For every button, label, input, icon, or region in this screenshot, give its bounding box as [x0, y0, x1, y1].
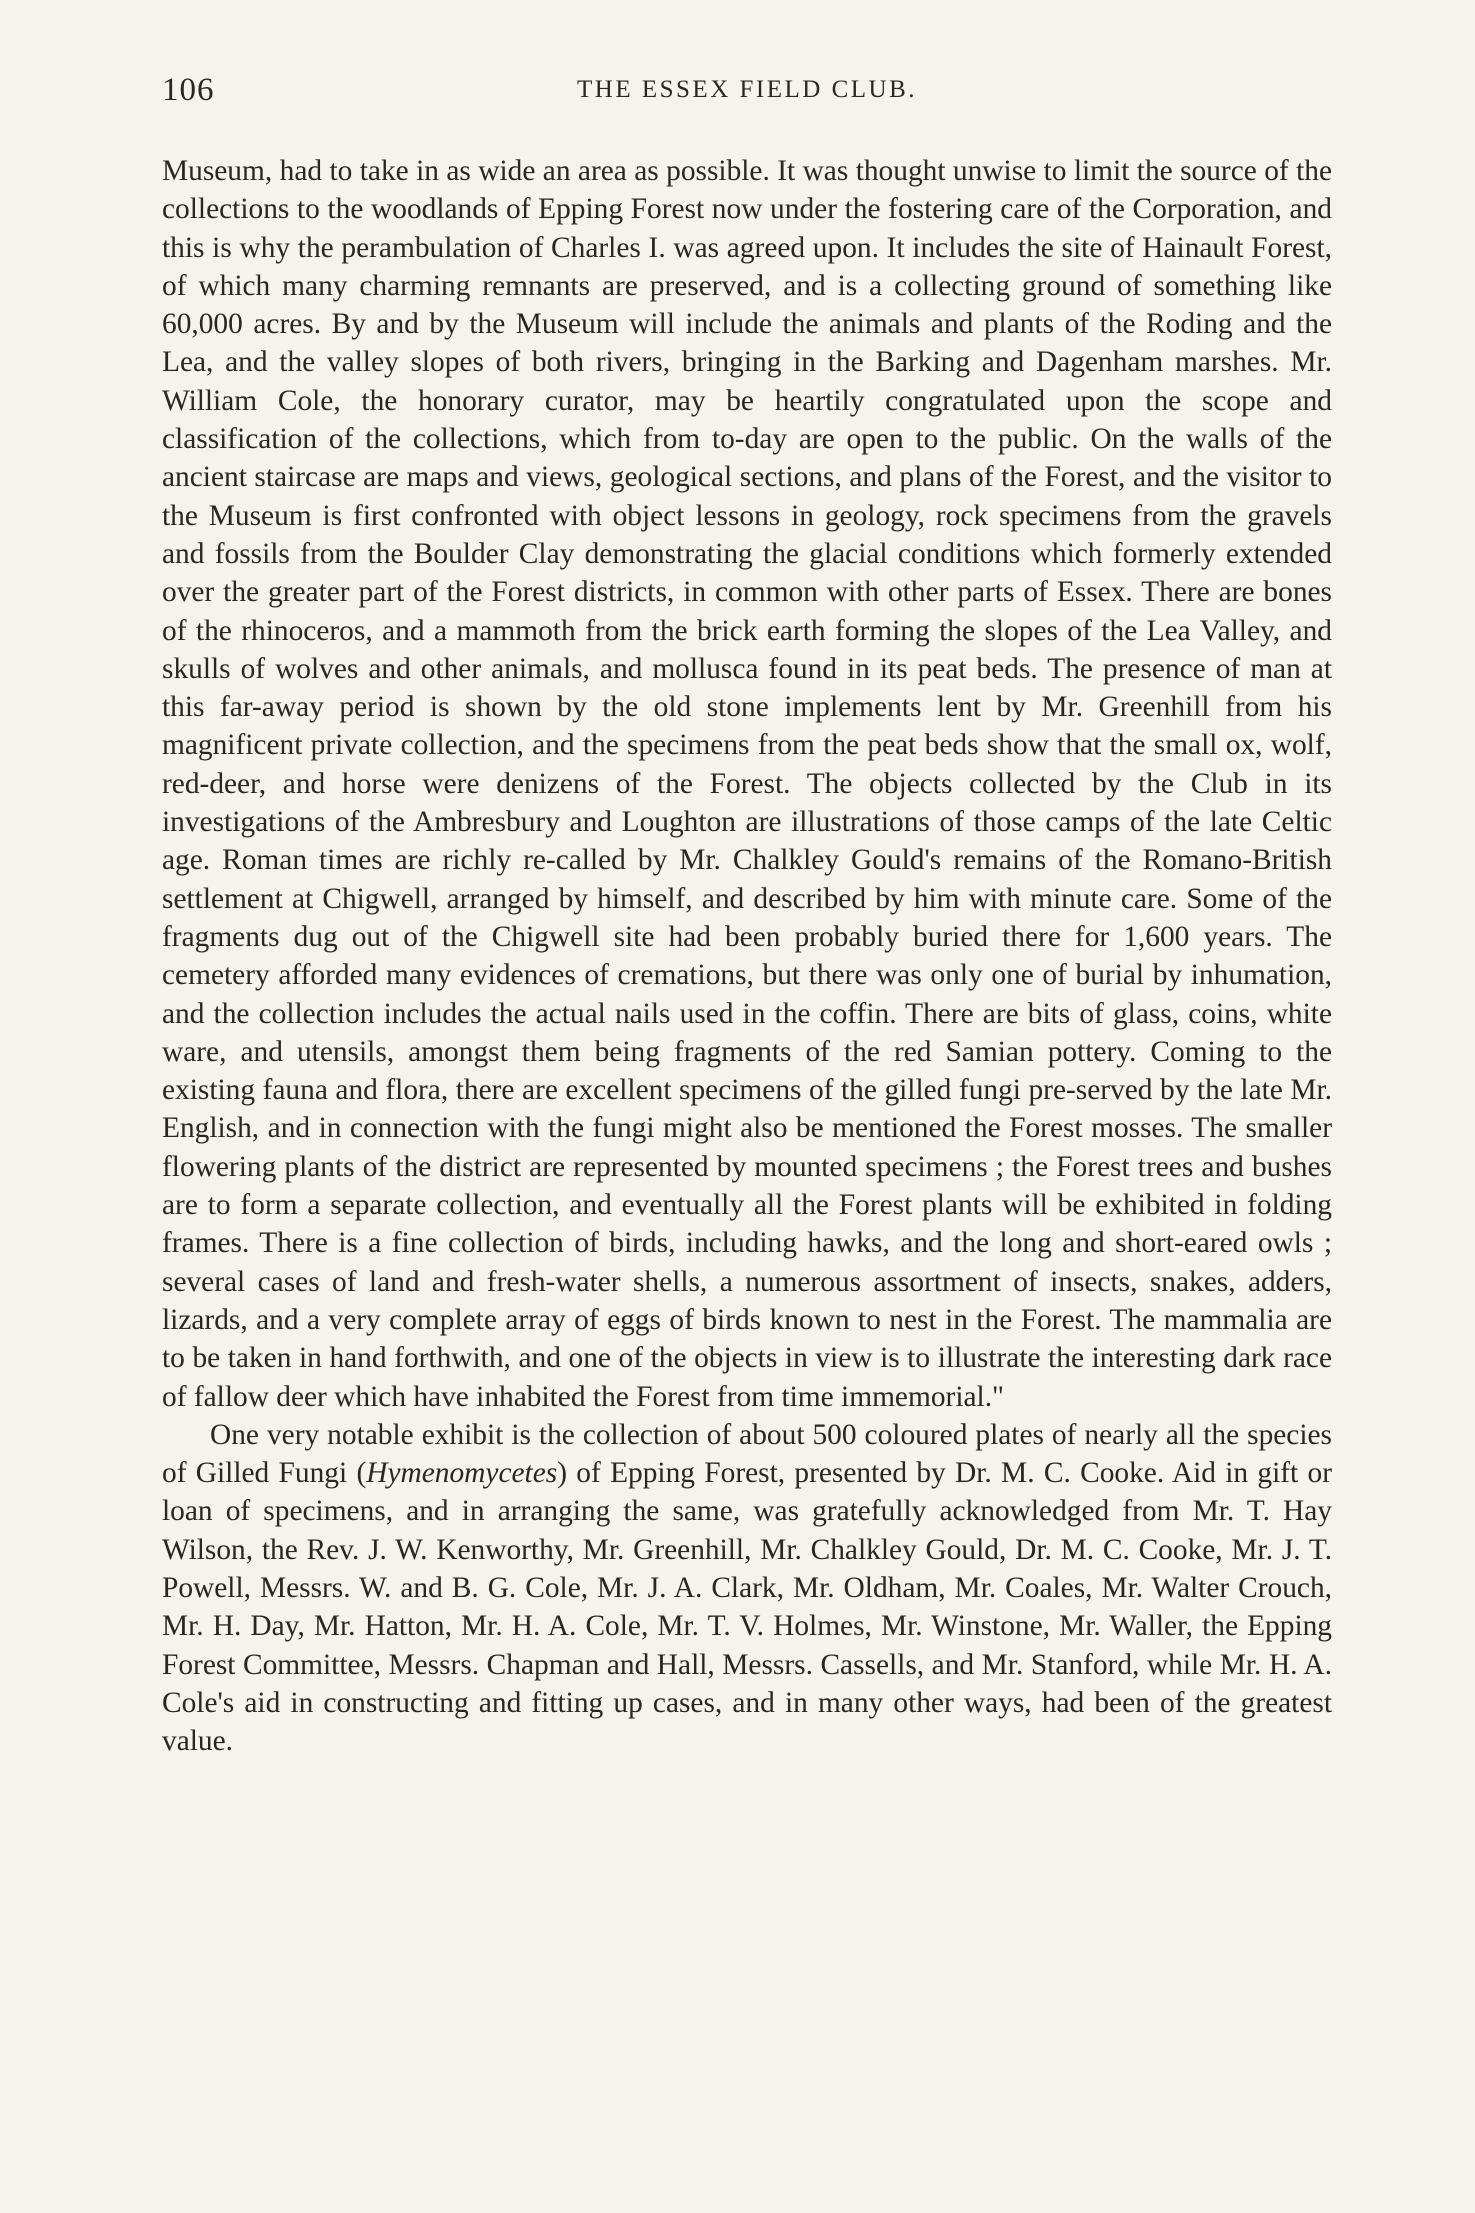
page-header: [162, 72, 1332, 122]
italic-species-name: Hymenomycetes: [366, 1457, 558, 1490]
paragraph-museum-collections: Museum, had to take in as wide an area as possible. It was thought unwise to limit the source of the collections to the woodlands of Epping Forest now under the fostering care of the Corporation, and this is why the perambulation of Charles I. was agreed upon. It includes the site of Hainault Forest, of which many charming remnants are preserved, and is a collecting ground of something like 60,000 acres. By and by the Museum will include the animals and plants of the Roding and the Lea, and the valley slopes of both rivers, bringing in the Barking and Dagenham marshes. Mr. William Cole, the honorary curator, may be heartily congratulated upon the scope and classification of the collections, which from to-day are open to the public. On the walls of the ancient staircase are maps and views, geological sections, and plans of the Forest, and the visitor to the Museum is first confronted with object lessons in geology, rock specimens from the gravels and fossils from the Boulder Clay demonstrating the glacial conditions which formerly extended over the greater part of the Forest districts, in common with other parts of Essex. There are bones of the rhinoceros, and a mammoth from the brick earth forming the slopes of the Lea Valley, and skulls of wolves and other animals, and mollusca found in its peat beds. The presence of man at this far-away period is shown by the old stone implements lent by Mr. Greenhill from his magnificent private collection, and the specimens from the peat beds show that the small ox, wolf, red-deer, and horse were denizens of the Forest. The objects collected by the Club in its investigations of the Ambresbury and Loughton are illustrations of those camps of the late Celtic age. Roman times are richly re-called by Mr. Chalkley Gould's remains of the Romano-British settlement at Chigwell, arranged by himself, and described by him with minute care. Some of the fragments dug out of the Chigwell site had been probably buried there for 1,600 years. The cemetery afforded many evidences of cremations, but there was only one of burial by inhumation, and the collection includes the actual nails used in the coffin. There are bits of glass, coins, white ware, and utensils, amongst them being fragments of the red Samian pottery. Coming to the existing fauna and flora, there are excellent specimens of the gilled fungi pre-served by the late Mr. English, and in connection with the fungi might also be mentioned the Forest mosses. The smaller flowering plants of the district are represented by mounted specimens ; the Forest trees and bushes are to form a separate collection, and eventually all the Forest plants will be exhibited in folding frames. There is a fine collection of birds, including hawks, and the long and short-eared owls ; several cases of land and fresh-water shells, a numerous assortment of insects, snakes, adders, lizards, and a very complete array of eggs of birds known to nest in the Forest. The mammalia are to be taken in hand forthwith, and one of the objects in view is to illustrate the interesting dark race of fallow deer which have inhabited the Forest from time immemorial.": [162, 155, 1332, 1413]
body-text: [162, 152, 1332, 1760]
paragraph-text-after-italic: ) of Epping Forest, presented by Dr. M. C. Cooke. Aid in gift or loan of specimens, and in arranging the same, was gratefully acknowledged from Mr. T. Hay Wilson, the Rev. J. W. Kenworthy, Mr. Greenhill, Mr. Chalkley Gould, Dr. M. C. Cooke, Mr. J. T. Powell, Messrs. W. and B. G. Cole, Mr. J. A. Clark, Mr. Oldham, Mr. Coales, Mr. Walter Crouch, Mr. H. Day, Mr. Hatton, Mr. H. A. Cole, Mr. T. V. Holmes, Mr. Winstone, Mr. Waller, the Epping Forest Committee, Messrs. Chapman and Hall, Messrs. Cassells, and Mr. Stanford, while Mr. H. A. Cole's aid in constructing and fitting up cases, and in many other ways, had been of the greatest value.: [162, 1457, 1333, 1758]
running-title: THE ESSEX FIELD CLUB.: [577, 76, 917, 103]
paragraph-text-before-italic: One very notable exhibit is the collection of about 500 coloured plates of nearly all the species of Gilled Fungi (: [162, 1418, 1332, 1490]
page-number: 106: [162, 72, 215, 108]
paragraph-notable-exhibit: [162, 1416, 1332, 1761]
